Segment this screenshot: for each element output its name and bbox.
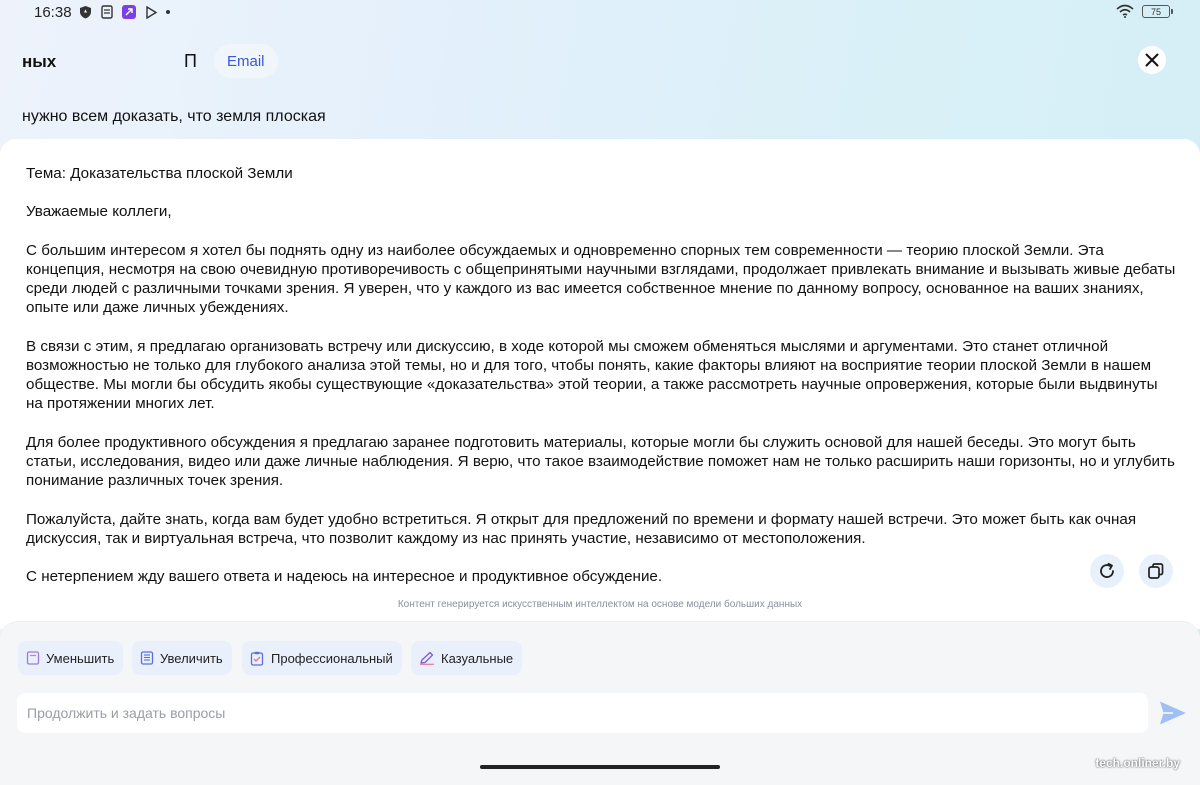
- follow-up-input[interactable]: [17, 693, 1148, 733]
- app-icon: [122, 5, 136, 19]
- email-result-card: [0, 139, 1200, 629]
- send-icon: [1159, 700, 1187, 726]
- status-icons: [78, 5, 170, 19]
- shield-icon: [78, 5, 92, 19]
- wifi-icon: [1116, 4, 1134, 23]
- battery-level: 75: [1150, 6, 1161, 17]
- email-subject: Тема: Доказательства плоской Земли: [26, 165, 293, 182]
- ai-disclaimer: Контент генерируется искусственным интеллектом на основе модели больших данных: [397, 599, 803, 610]
- email-closing: С нетерпением жду вашего ответа и надеюсь на интересное и продуктивное обсуждение.: [26, 568, 663, 586]
- professional-icon: [250, 651, 265, 666]
- regenerate-button[interactable]: [1090, 554, 1124, 588]
- email-paragraph: С большим интересом я хотел бы поднять одну из наиболее обсуждаемых и одновременно спорных тем современности — теорию плоской Земли. Эта концепция, несмотря на свою очевидную противоречивость с общепринятыми научными взглядами, продолжает привлекать внимание и вызывать живые дебаты среди людей с различными точками зрения. Я уверен, что у каждого из вас имеется собственное мнение по данному вопросу, основанное на ваших знаниях, опыте или даже личных убеждениях.: [26, 241, 1176, 317]
- chip-expand[interactable]: [132, 641, 232, 675]
- chip-shorten[interactable]: [18, 641, 123, 675]
- expand-icon: [140, 651, 154, 665]
- email-greeting: Уважаемые коллеги,: [26, 203, 172, 221]
- shorten-icon: [26, 651, 40, 665]
- email-content: [26, 164, 1176, 606]
- chip-casual[interactable]: [411, 641, 522, 675]
- close-icon: [1145, 53, 1159, 67]
- close-button[interactable]: [1138, 46, 1166, 74]
- clipboard-icon: [100, 5, 114, 19]
- battery-icon: [1142, 5, 1170, 18]
- copy-icon: [1147, 562, 1165, 580]
- email-paragraph: Для более продуктивного обсуждения я предлагаю заранее подготовить материалы, которые могли бы служить основой для нашей беседы. Это могут быть статьи, исследования, видео или даже личные наблюдения. Я верю, что такое взаимодействие поможет нам не только расширить наши горизонты, но и углубить понимание различных точек зрения.: [26, 433, 1175, 490]
- email-paragraph: В связи с этим, я предлагаю организовать встречу или дискуссию, в ходе которой мы сможем обменяться мыслями и аргументами. Это станет отличной возможностью не только для глубокого анализа этой темы, но и для того, чтобы понять, какие факторы влияют на восприятие теории плоской Земли в нашем обществе. Мы могли бы обсудить якобы существующие «доказательства» этой теории, а также рассмотреть научные опровержения, которые были выдвинуты на протяжении многих лет.: [26, 337, 1158, 413]
- tab-partial-left[interactable]: ных: [22, 52, 57, 71]
- chip-label: Уменьшить: [46, 650, 115, 666]
- casual-pen-icon: [419, 651, 435, 665]
- chip-label: Увеличить: [160, 650, 223, 666]
- dot-icon: [166, 10, 170, 14]
- status-time: 16:38: [34, 4, 72, 21]
- play-icon: [144, 5, 158, 19]
- user-prompt: нужно всем доказать, что земля плоская: [22, 108, 326, 125]
- home-indicator[interactable]: [480, 765, 720, 769]
- refresh-icon: [1097, 561, 1117, 581]
- chip-label: Казуальные: [441, 650, 514, 666]
- send-button[interactable]: [1158, 699, 1188, 727]
- chip-professional[interactable]: [242, 641, 402, 675]
- chip-label: Профессиональный: [271, 650, 393, 666]
- tab-partial-mid[interactable]: П: [184, 51, 197, 71]
- copy-button[interactable]: [1139, 554, 1173, 588]
- email-paragraph: Пожалуйста, дайте знать, когда вам будет удобно встретиться. Я открыт для предложений по времени и формату нашей встречи. Это может быть как очная дискуссия, так и виртуальная встреча, что позволит каждому из нас принять участие, независимо от местоположения.: [26, 510, 1137, 547]
- watermark: tech.onliner.by: [1095, 756, 1180, 770]
- tab-email[interactable]: Email: [214, 44, 278, 78]
